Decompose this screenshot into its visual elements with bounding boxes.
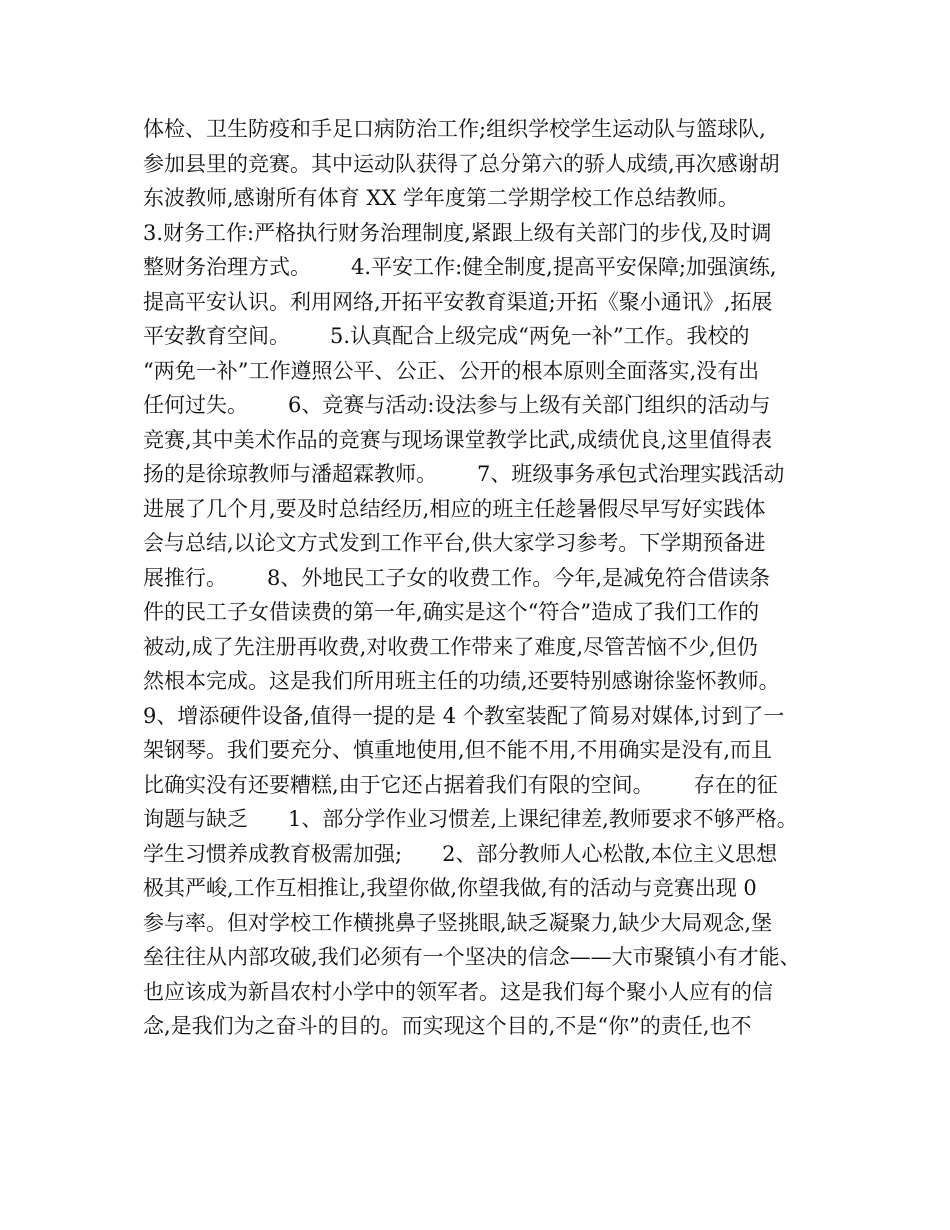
body-text — [143, 112, 833, 1044]
text-line: 3.财务工作:严格执行财务治理制度,紧跟上级有关部门的步伐,及时调 — [143, 220, 772, 245]
text-line: 会与总结,以论文方式发到工作平台,供大家学习参考。下学期预备进 — [143, 531, 766, 555]
text-line: 任何过失。 6、竞赛与活动:设法参与上级有关部门组织的活动与 — [143, 393, 771, 417]
text-line: 极其严峻,工作互相推让,我望你做,你望我做,有的活动与竞赛出现 0 — [143, 876, 757, 900]
text-line: 进展了几个月,要及时总结经历,相应的班主任趁暑假尽早写好实践体 — [143, 496, 766, 521]
text-line: 询题与缺乏 1、部分学作业习惯差,上课纪律差,教师要求不够严格。 — [143, 807, 798, 831]
text-line: 被动,成了先注册再收费,对收费工作带来了难度,尽管苦恼不少,但仍 — [143, 634, 758, 659]
text-line: 参与率。但对学校工作横挑鼻子竖挑眼,缺乏凝聚力,缺少大局观念,堡 — [143, 910, 773, 935]
text-line: 参加县里的竞赛。其中运动队获得了总分第六的骄人成绩,再次感谢胡 — [143, 151, 780, 176]
text-line: 提高平安认识。利用网络,开拓平安教育渠道;开拓《聚小通讯》,拓展 — [143, 289, 773, 314]
text-line: 然根本完成。这是我们所用班主任的功绩,还要特别感谢徐鉴怀教师。 — [143, 669, 780, 693]
text-line: 架钢琴。我们要充分、慎重地使用,但不能不用,不用确实是没有,而且 — [143, 738, 773, 762]
text-line: 东波教师,感谢所有体育 XX 学年度第二学期学校工作总结教师。 — [143, 186, 739, 210]
text-line: “两免一补”工作遵照公平、公正、公开的根本原则全面落实,没有出 — [143, 358, 760, 383]
text-line: 比确实没有还要糟糕,由于它还占据着我们有限的空间。 存在的征 — [143, 772, 778, 797]
text-line: 扬的是徐琼教师与潘超霖教师。 7、班级事务承包式治理实践活动 — [143, 462, 785, 486]
text-line: 念,是我们为之奋斗的目的。而实现这个目的,不是“你”的责任,也不 — [143, 1014, 752, 1038]
text-line: 整财务治理方式。 4.平安工作:健全制度,提高平安保障;加强演练, — [143, 255, 777, 279]
text-line: 平安教育空间。 5.认真配合上级完成“两免一补”工作。我校的 — [143, 324, 750, 348]
text-line: 展推行。 8、外地民工子女的收费工作。今年,是减免符合借读条 — [143, 565, 771, 590]
text-line: 体检、卫生防疫和手足口病防治工作;组织学校学生运动队与篮球队, — [143, 117, 766, 141]
text-line: 竞赛,其中美术作品的竞赛与现场课堂教学比武,成绩优良,这里值得表 — [143, 427, 773, 452]
text-line: 件的民工子女借读费的第一年,确实是这个“符合”造成了我们工作的 — [143, 600, 760, 624]
text-line: 9、增添硬件设备,值得一提的是 4 个教室装配了简易对媒体,讨到了一 — [143, 703, 785, 728]
text-line: 垒往往从内部攻破,我们必须有一个坚决的信念——大市聚镇小有才能、 — [143, 945, 801, 969]
text-line: 也应该成为新昌农村小学中的领军者。这是我们每个聚小人应有的信 — [143, 979, 773, 1004]
text-line: 学生习惯养成教育极需加强; 2、部分教师人心松散,本位主义思想 — [143, 841, 778, 866]
